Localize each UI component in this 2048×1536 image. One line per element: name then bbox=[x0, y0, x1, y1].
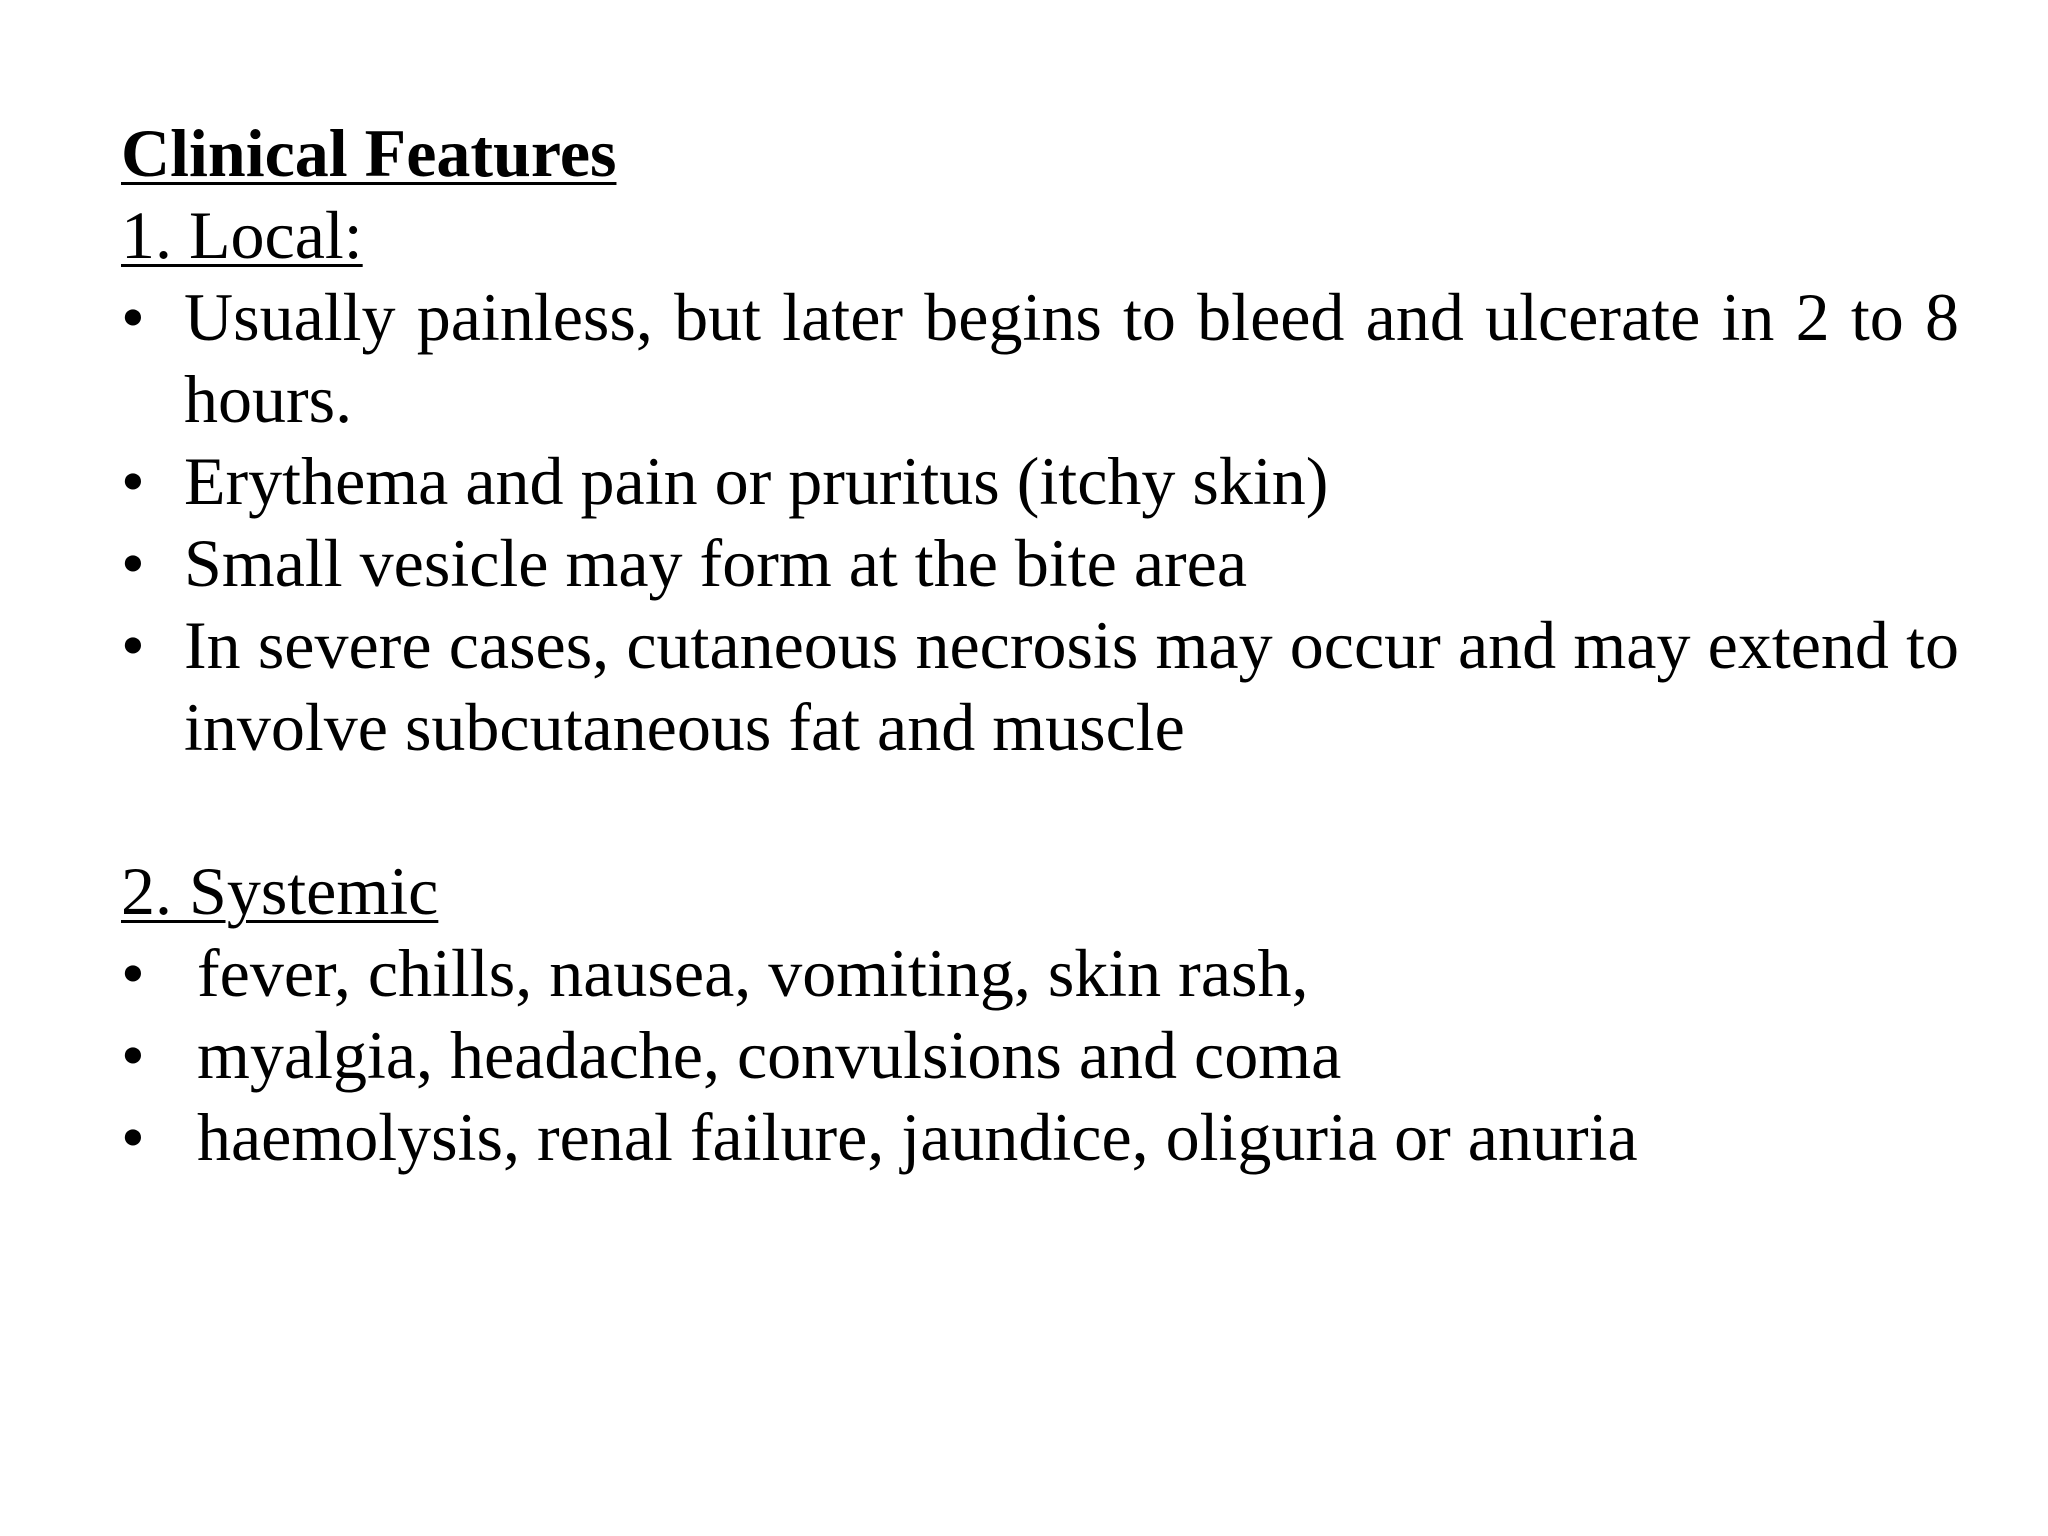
bullet-icon: • bbox=[121, 607, 145, 683]
section-spacer bbox=[121, 768, 1959, 850]
systemic-features-list bbox=[121, 932, 1959, 1178]
list-item bbox=[121, 604, 1959, 768]
list-item-text: fever, chills, nausea, vomiting, skin rash, bbox=[197, 935, 1309, 1011]
section-title-local: 1. Local: bbox=[121, 197, 363, 273]
local-features-list bbox=[121, 276, 1959, 768]
list-item-text: In severe cases, cutaneous necrosis may occur and may extend to involve subcutaneous fat and muscle bbox=[184, 607, 1959, 765]
list-item bbox=[121, 1014, 1959, 1096]
slide-content bbox=[121, 112, 1959, 1178]
bullet-icon: • bbox=[121, 279, 145, 355]
list-item bbox=[121, 522, 1959, 604]
list-item-text: myalgia, headache, convulsions and coma bbox=[197, 1017, 1342, 1093]
list-item bbox=[121, 932, 1959, 1014]
page-title: Clinical Features bbox=[121, 115, 617, 191]
list-item-text: Usually painless, but later begins to bleed and ulcerate in 2 to 8 hours. bbox=[184, 279, 1959, 437]
list-item bbox=[121, 1096, 1959, 1178]
list-item-text: Small vesicle may form at the bite area bbox=[184, 525, 1248, 601]
bullet-icon: • bbox=[121, 525, 145, 601]
list-item-text: Erythema and pain or pruritus (itchy skin) bbox=[184, 443, 1329, 519]
bullet-icon: • bbox=[121, 1099, 145, 1175]
bullet-icon: • bbox=[121, 443, 145, 519]
bullet-icon: • bbox=[121, 935, 145, 1011]
list-item-text: haemolysis, renal failure, jaundice, oliguria or anuria bbox=[197, 1099, 1638, 1175]
bullet-icon: • bbox=[121, 1017, 145, 1093]
list-item bbox=[121, 276, 1959, 440]
list-item bbox=[121, 440, 1959, 522]
section-title-systemic: 2. Systemic bbox=[121, 853, 439, 929]
